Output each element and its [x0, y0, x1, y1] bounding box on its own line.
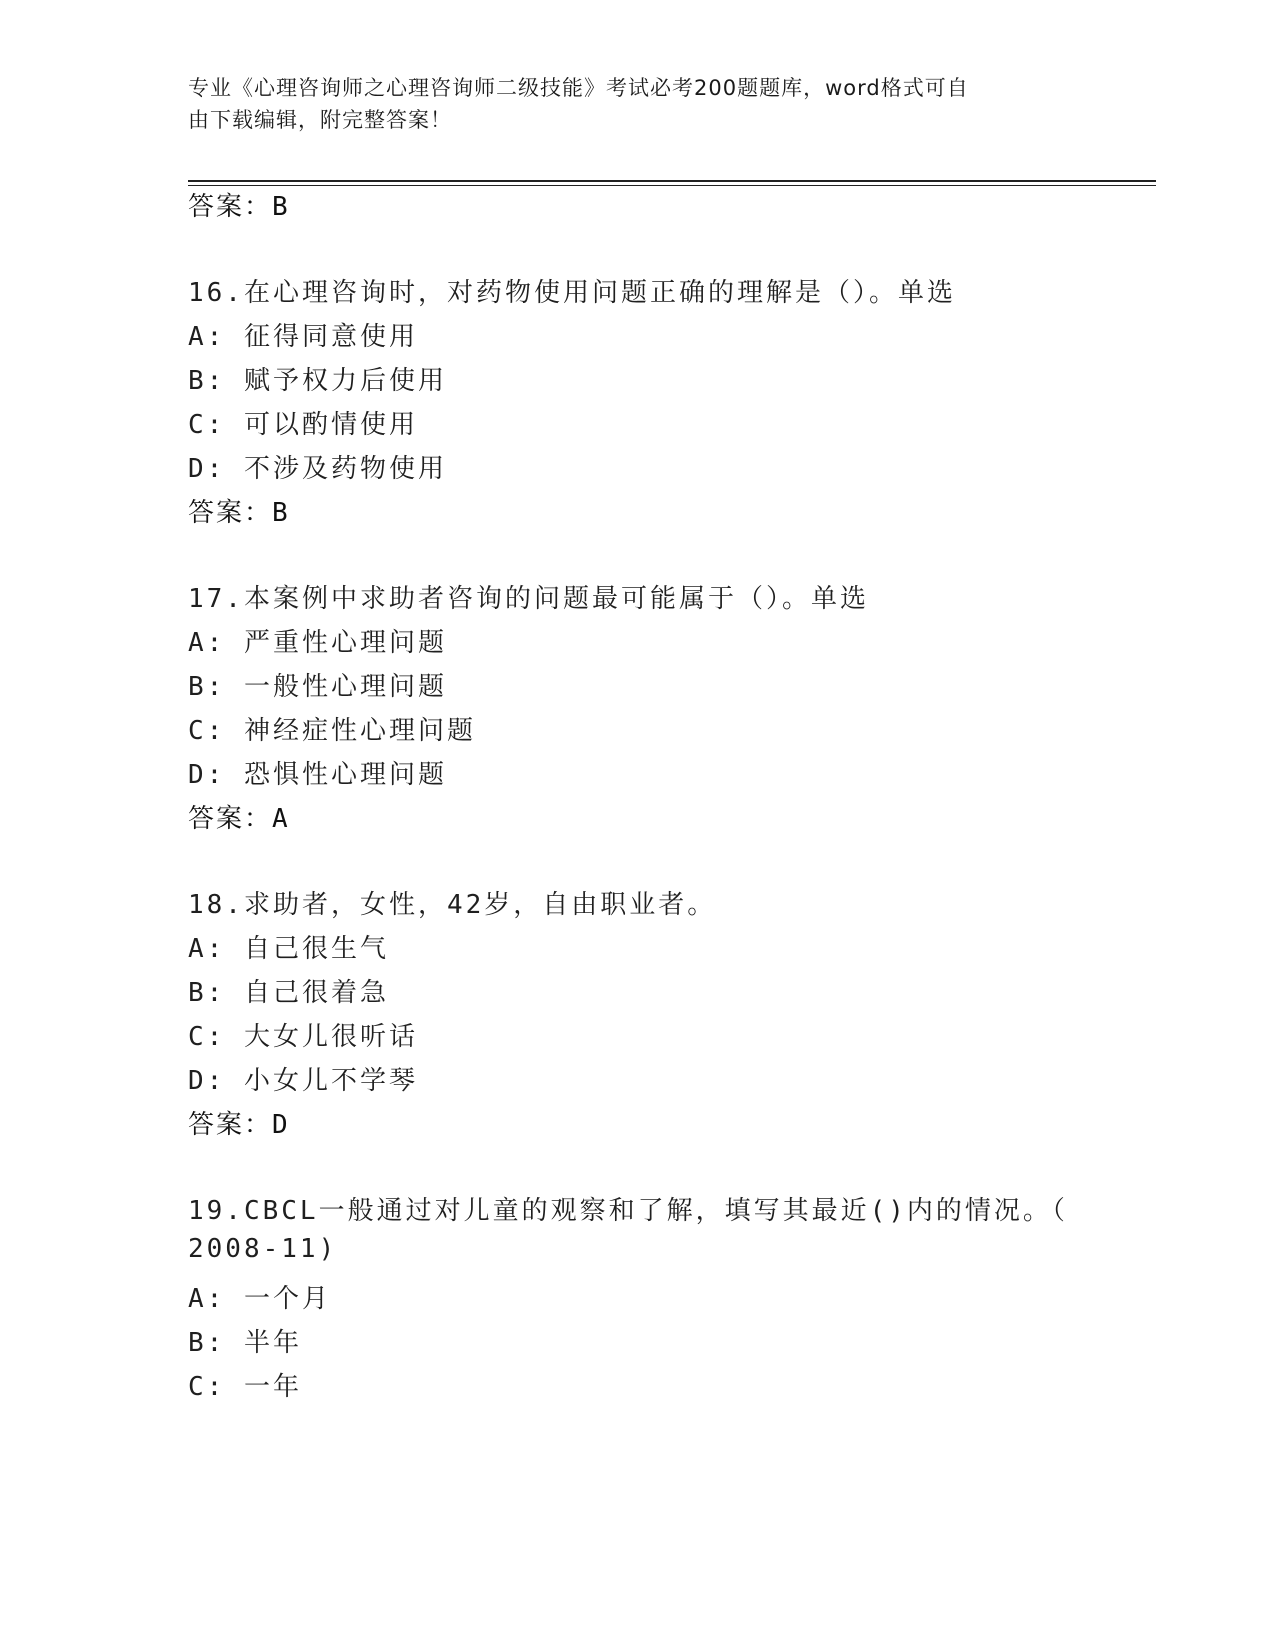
header-line-1: 专业《心理咨询师之心理咨询师二级技能》考试必考200题题库，word格式可自 — [188, 76, 969, 100]
question-16-option-c: C: 可以酌情使用 — [188, 410, 418, 440]
question-18-answer — [188, 1104, 290, 1141]
question-19-option-c: C: 一年 — [188, 1372, 302, 1402]
question-16-option-d: D: 不涉及药物使用 — [188, 454, 447, 484]
question-19-stem-line-2: 2008-11) — [188, 1234, 338, 1264]
question-18-option-c: C: 大女儿很听话 — [188, 1022, 418, 1052]
question-19-option-b: B: 半年 — [188, 1328, 302, 1358]
question-16-answer — [188, 492, 290, 529]
question-17-stem: 17.本案例中求助者咨询的问题最可能属于（）。单选 — [188, 584, 869, 614]
header-divider-bottom — [188, 185, 1156, 186]
question-19-stem-line-1: 19.CBCL一般通过对儿童的观察和了解，填写其最近()内的情况。（ — [188, 1196, 1068, 1226]
answer-value: A — [272, 804, 290, 834]
question-17-option-b: B: 一般性心理问题 — [188, 672, 447, 702]
question-16-option-a: A: 征得同意使用 — [188, 322, 418, 352]
header-divider-top — [188, 180, 1156, 182]
question-16-option-b: B: 赋予权力后使用 — [188, 366, 447, 396]
answer-value: B — [272, 498, 290, 528]
question-18-option-a: A: 自己很生气 — [188, 934, 389, 964]
question-17-answer — [188, 798, 290, 835]
answer-value: B — [272, 192, 290, 222]
question-17-option-c: C: 神经症性心理问题 — [188, 716, 476, 746]
answer-label: 答案： — [188, 804, 273, 834]
question-18-option-d: D: 小女儿不学琴 — [188, 1066, 418, 1096]
question-17-option-a: A: 严重性心理问题 — [188, 628, 447, 658]
question-18-option-b: B: 自己很着急 — [188, 978, 389, 1008]
prev-answer — [188, 186, 290, 223]
question-19-option-a: A: 一个月 — [188, 1284, 331, 1314]
answer-label: 答案： — [188, 498, 273, 528]
answer-label: 答案： — [188, 1110, 273, 1140]
header-line-2: 由下载编辑，附完整答案！ — [188, 108, 452, 132]
question-16-stem: 16.在心理咨询时，对药物使用问题正确的理解是（）。单选 — [188, 278, 956, 308]
answer-value: D — [272, 1110, 290, 1140]
question-18-stem: 18.求助者，女性，42岁，自由职业者。 — [188, 890, 717, 920]
question-17-option-d: D: 恐惧性心理问题 — [188, 760, 447, 790]
answer-label: 答案： — [188, 192, 273, 222]
document-header — [188, 72, 1068, 136]
